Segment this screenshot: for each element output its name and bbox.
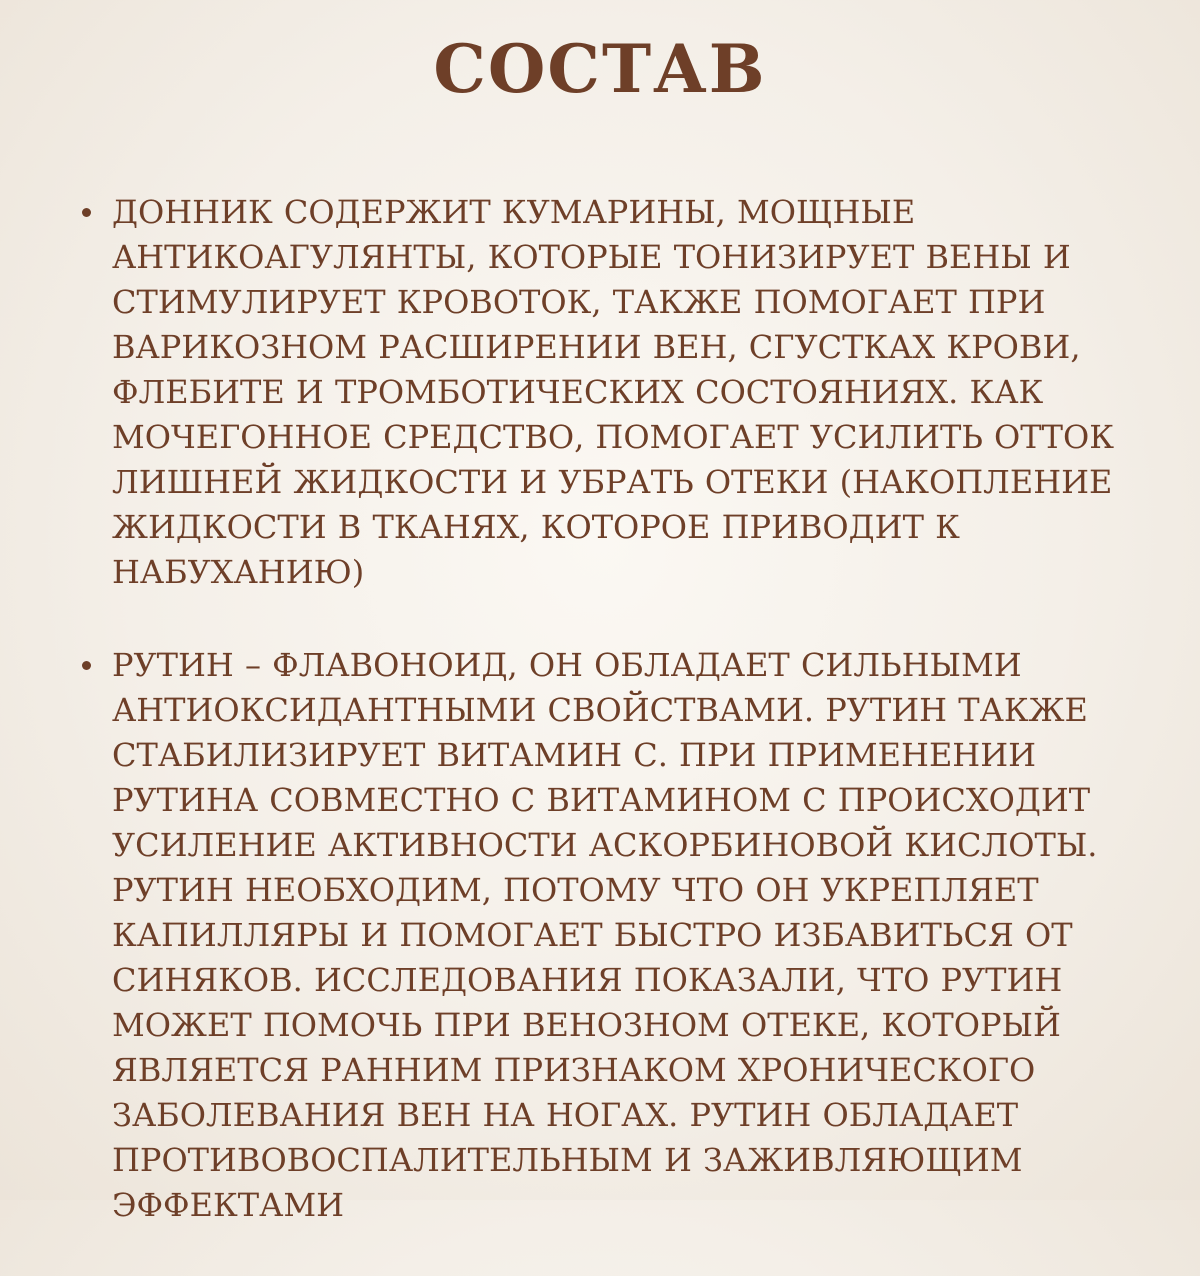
list-item: [80, 190, 1155, 595]
ingredient-list: [80, 190, 1155, 1276]
list-item-text: РУТИН – ФЛАВОНОИД, ОН ОБЛАДАЕТ СИЛЬНЫМИ АНТИОКСИДАНТНЫМИ СВОЙСТВАМИ. РУТИН ТАКЖЕ СТАБИЛИЗИРУЕТ ВИТАМИН С. ПРИ ПРИМЕНЕНИИ РУТИНА СОВМЕСТНО С ВИТАМИНОМ С ПРОИСХОДИТ УСИЛЕНИЕ АКТИВНОСТИ АСКОРБИНОВОЙ КИСЛОТЫ. РУТИН НЕОБХОДИМ, ПОТОМУ ЧТО ОН УКРЕПЛЯЕТ КАПИЛЛЯРЫ И ПОМОГАЕТ БЫСТРО ИЗБАВИТЬСЯ ОТ СИНЯКОВ. ИССЛЕДОВАНИЯ ПОКАЗАЛИ, ЧТО РУТИН МОЖЕТ ПОМОЧЬ ПРИ ВЕНОЗНОМ ОТЕКЕ, КОТОРЫЙ ЯВЛЯЕТСЯ РАННИМ ПРИЗНАКОМ ХРОНИЧЕСКОГО ЗАБОЛЕВАНИЯ ВЕН НА НОГАХ. РУТИН ОБЛАДАЕТ ПРОТИВОВОСПАЛИТЕЛЬНЫМ И ЗАЖИВЛЯЮЩИМ ЭФФЕКТАМИ: [112, 646, 1098, 1224]
list-item: [80, 643, 1155, 1228]
bullet-icon: [82, 661, 91, 670]
page-title: СОСТАВ: [433, 30, 767, 108]
bullet-icon: [82, 208, 91, 217]
list-item-text: ДОННИК СОДЕРЖИТ КУМАРИНЫ, МОЩНЫЕ АНТИКОАГУЛЯНТЫ, КОТОРЫЕ ТОНИЗИРУЕТ ВЕНЫ И СТИМУЛИРУЕТ КРОВОТОК, ТАКЖЕ ПОМОГАЕТ ПРИ ВАРИКОЗНОМ РАСШИРЕНИИ ВЕН, СГУСТКАХ КРОВИ, ФЛЕБИТЕ И ТРОМБОТИЧЕСКИХ СОСТОЯНИЯХ. КАК МОЧЕГОННОЕ СРЕДСТВО, ПОМОГАЕТ УСИЛИТЬ ОТТОК ЛИШНЕЙ ЖИДКОСТИ И УБРАТЬ ОТЕКИ (НАКОПЛЕНИЕ ЖИДКОСТИ В ТКАНЯХ, КОТОРОЕ ПРИВОДИТ К НАБУХАНИЮ): [112, 193, 1114, 591]
